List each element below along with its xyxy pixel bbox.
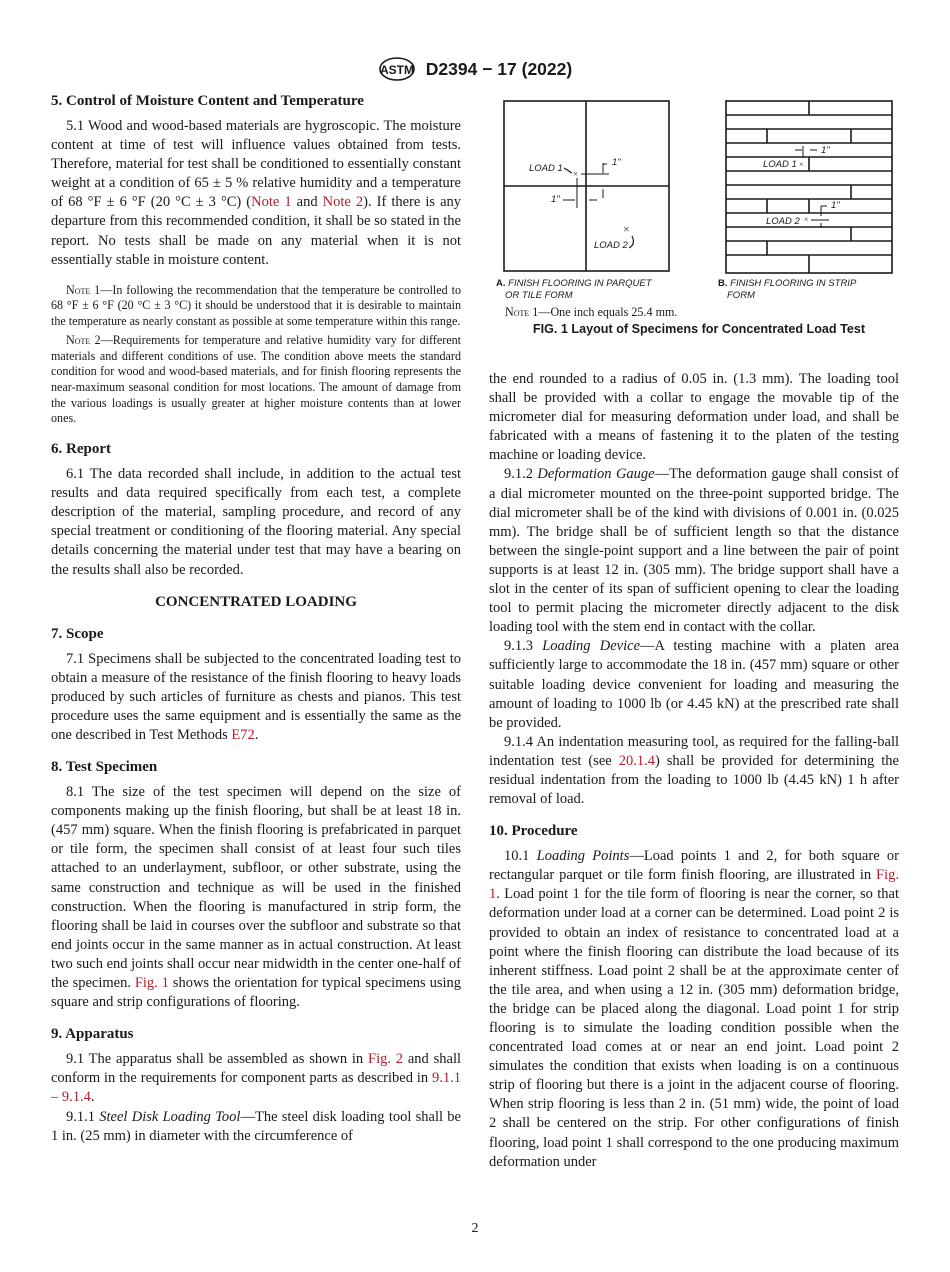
link-20-1-4[interactable]: 20.1.4: [618, 752, 655, 769]
link-fig-1[interactable]: Fig. 1: [134, 975, 169, 992]
paragraph-9-1-1: 9.1.1 Steel Disk Loading Tool—The steel disk loading tool shall be 1 in. (25 mm) in diameter with the circumference of: [51, 1108, 461, 1144]
svg-text:ASTM: ASTM: [379, 63, 414, 77]
paragraph-8-1: 8.1 The size of the test specimen will depend on the size of components making up the finish flooring, but shall be at least 18 in. (457 mm) square. When the finish flooring is prefabricated in parquet or tile form, the specimen shall consist of at least four such tiles attached to an underlayment, subfloor, or other substrate, using the same construction and technique as will be used in the finished construction. When the flooring is manufactured in strip form, the flooring shall be laid in courses over the subfloor and substrate so that end joints occur in the same manner as in actual construction. At least two such end joints shall occur near midwidth in the center one-half of the specimen. Fig. 1 shows the orientation for typical specimens using square and strip configurations of flooring.: [51, 784, 461, 1011]
astm-logo-icon: [378, 56, 416, 82]
svg-text:1": 1": [821, 145, 830, 156]
link-9-1-1-to-9-1-4[interactable]: 9.1.1 – 9.1.4: [51, 1070, 461, 1106]
link-fig-2[interactable]: Fig. 2: [368, 1051, 404, 1068]
section-9-heading: 9. Apparatus: [51, 1026, 134, 1043]
page-header: [0, 56, 950, 82]
figure-1-panel-b-strip-diagram: [711, 98, 911, 308]
section-10-heading: 10. Procedure: [489, 823, 578, 840]
paragraph-6-1: 6.1 The data recorded shall include, in addition to the actual test results and data required specifically from each test, a complete description of the material, sampling procedure, and record of any special treatment or conditioning of the flooring material. Any special details concerning the material under test that may have a bearing on the results shall also be recorded.: [51, 466, 461, 578]
section-8-heading: 8. Test Specimen: [51, 759, 158, 776]
link-fig-1-procedure[interactable]: Fig. 1: [489, 867, 899, 903]
figure-1: [489, 98, 909, 348]
document-designation: D2394 − 17 (2022): [425, 58, 573, 79]
paragraph-9-1-2: 9.1.2 Deformation Gauge—The deformation gauge shall consist of a dial micrometer mounted on the three-point supported bridge. The dial micrometer shall be of the kind with divisions of 0.001 in. (0.025 mm). The bridge shall be of sufficient length so that the distance between the single-point support and a line between the pair of point supports is at least 12 in. (305 mm). The bridge support shall have a slot in the center of its span of sufficient opening to clear the loading tool to permit placing the micrometer directly adjacent to the disk loading tool with the stem end in contact with the collar.: [489, 466, 899, 636]
svg-text:×: ×: [804, 215, 809, 224]
svg-text:FORM: FORM: [727, 290, 755, 301]
section-6-heading: 6. Report: [51, 441, 111, 458]
svg-text:A. FINISH FLOORING IN PARQUET: A. FINISH FLOORING IN PARQUET: [496, 278, 652, 289]
figure-1-panel-a-parquet-diagram: [489, 98, 689, 308]
paragraph-9-1-1-continued: the end rounded to a radius of 0.05 in. (1.3 mm). The loading tool shall be provided with a collar to engage the movable tip of the micrometer dial for measuring deformation under load, and shall be fabricated with a means of fastening it to the platen of the testing machine or loading device.: [489, 371, 899, 464]
figure-1-note: Note 1—One inch equals 25.4 mm.: [505, 305, 678, 319]
paragraph-7-1: 7.1 Specimens shall be subjected to the concentrated loading test to obtain a measure of the resistance of the finish flooring to heavy loads produced by such articles of furniture as chests and pianos. This test procedure uses the same equipment and is essentially the same as the one described in Test Methods E72.: [51, 650, 461, 744]
right-column: [489, 98, 899, 1172]
svg-text:1": 1": [612, 157, 621, 168]
page-number: 2: [471, 1221, 479, 1236]
part-heading-concentrated-loading: CONCENTRATED LOADING: [155, 593, 357, 610]
note-2: Note 2—Requirements for temperature and relative humidity vary for different materials and different conditions of use. The condition above meets the standard condition for wood and wood-based materials, and for finish flooring represents the near-maximum seasonal condition for most locations. The amount of damage from the various loadings is usually greater at higher moisture contents than at lower ones.: [51, 332, 461, 426]
link-note-2[interactable]: Note 2: [322, 194, 364, 211]
paragraph-9-1-3: 9.1.3 Loading Device—A testing machine with a platen area sufficiently large to accommodate the 18 in. (457 mm) square or other suitable loading device convenient for loading and measuring the amount of loading to 1000 lb (or 4.45 kN) at the prescribed rate shall be provided.: [489, 638, 899, 731]
paragraph-9-1: 9.1 The apparatus shall be assembled as shown in Fig. 2 and shall conform in the requirements for component parts as described in 9.1.1 – 9.1.4.: [51, 1051, 461, 1106]
paragraph-5-1: 5.1 Wood and wood-based materials are hygroscopic. The moisture content at time of test will influence values obtained from tests. Therefore, material for test shall be conditioned to essentially constant weight at a condition of 65 ± 5 % relative humidity and a temperature of 68 °F ± 6 °F (20 °C ± 3 °C) (Note 1 and Note 2). If there is any departure from this recommended condition, it shall be so stated in the report. No tests shall be made on any material when it is not essentially stable in moisture content.: [51, 118, 462, 268]
svg-text:LOAD 2: LOAD 2: [766, 216, 800, 227]
svg-text:LOAD 2: LOAD 2: [594, 240, 628, 251]
note-1: Note 1—In following the recommendation that the temperature be controlled to 68 °F ± 6 °F (20 °C ± 3 °C) it should be understood that it is desirable to maintain the temperature as nearly constant as possible at some temperature within this range.: [51, 282, 461, 329]
figure-1-title: FIG. 1 Layout of Specimens for Concentrated Load Test: [532, 322, 866, 336]
svg-text:×: ×: [573, 169, 579, 179]
paragraph-9-1-4: 9.1.4 An indentation measuring tool, as required for the falling-ball indentation test (see 20.1.4) shall be provided for determining the residual indentation from the loading to 1000 lb (4.45 kN) 1 h after removal of load.: [489, 733, 899, 808]
link-note-1[interactable]: Note 1: [251, 194, 292, 211]
svg-text:1": 1": [831, 200, 840, 211]
svg-text:OR TILE FORM: OR TILE FORM: [505, 290, 573, 301]
svg-text:×: ×: [623, 222, 630, 236]
section-5-heading: 5. Control of Moisture Content and Temperature: [51, 93, 364, 109]
section-7-heading: 7. Scope: [51, 625, 104, 642]
svg-text:×: ×: [799, 160, 804, 169]
link-e72[interactable]: E72: [231, 727, 255, 744]
svg-text:1": 1": [551, 194, 560, 205]
left-column: [51, 92, 461, 1146]
svg-text:LOAD 1: LOAD 1: [529, 163, 563, 174]
paragraph-10-1: 10.1 Loading Points—Load points 1 and 2, for both square or rectangular parquet or tile form finish flooring, are illustrated in Fig. 1. Load point 1 for the tile form of flooring is near the corner, so that deformation under load at a corner can be determined. Load point 2 is provided to obtain an index of resistance to concentrated load at a point where the finish flooring can distribute the load because of its inherent stiffness. Load point 2 shall be at the approximate center of the tile area, and when using a 12 in. (305 mm) deformation bridge, the bridge can be placed along the diagonal. Load point 1 for strip flooring is to simulate the loading condition possible when the concentrated load comes at or near an end joint. Load point 2 simulates the condition that exists when loading is on a continuous strip of flooring but there is a joint in the adjacent course of flooring. When strip flooring is less than 2 in. (51 mm) wide, the point of load 2 shall be centered on the strip. For other configurations of finish flooring, load point 1 shall correspond to the one producing maximum deformation under: [489, 848, 899, 1170]
svg-text:LOAD 1: LOAD 1: [763, 159, 797, 170]
svg-text:B. FINISH FLOORING IN STRIP: B. FINISH FLOORING IN STRIP: [718, 278, 857, 289]
